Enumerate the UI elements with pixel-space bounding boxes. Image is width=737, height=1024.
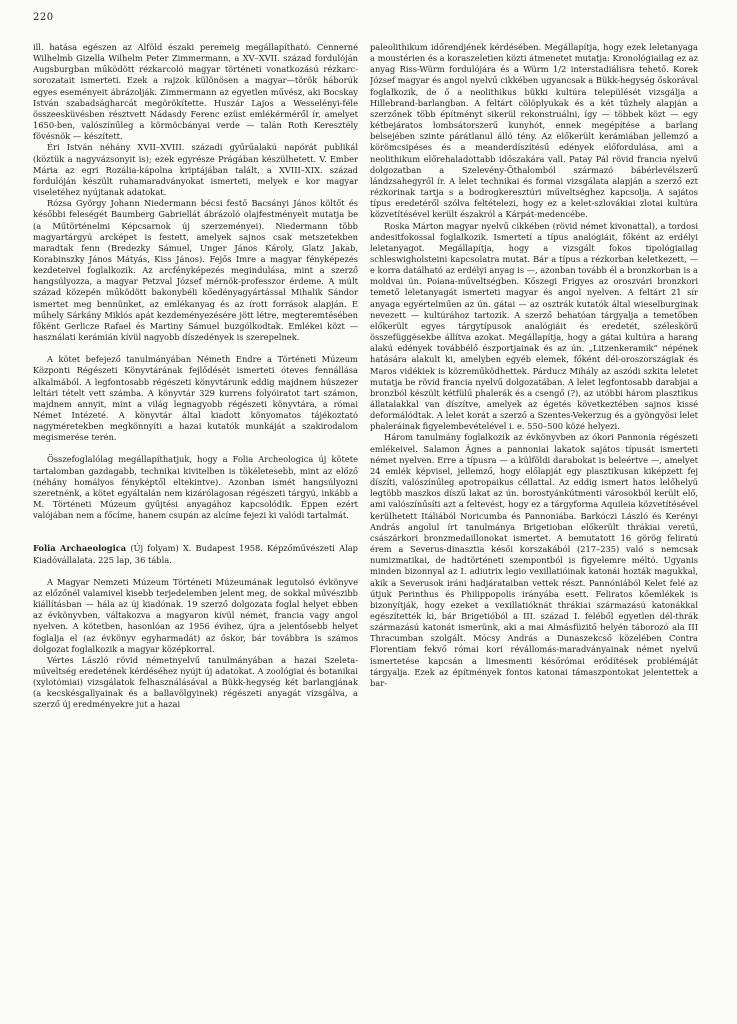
right-paragraph-3: Három tanulmány foglalkozik az évkönyvben az ókori Pannonia régészeti emlékeivel. Salamon Ágnes a pannoniai lakatok sajátos típusát ismerteti német nyelven. Erre a típusra — a külföldi darabokat is beleértve —, amelyet 24 emlék képvisel, jellemző, hogy előlapját egy plasztikusan kiképzett fej díszíti, valószínűleg apotropaikus céllattal. Az eddig ismert hatos lelőhelyű legtöbb maszkos díszű lakat az ún. borostyánkútmenti városokból került elő, ami valószínűsíti azt a feltevést, hogy ez a tárgyforma Aquileia közvetítésével kerülhetett Itáliából Noricumba és Pannoniába. Barkóczi László és Kerényi András angolul írt tanulmánya Brigetioban előkerült thrákiai veretű, császárkori bronzmedaillonokat ismertet. A bemutatott 16 görög feliratú érem a Severus-dinasztia késői korszakából (217–235) való s nemcsak numizmatikai, de hadtörténeti szempontból is figyelemre méltó. Ugyanis minden bizonnyal az I. adiutrix legio vexillatióinak katonái hozták magukkal, akik a Severusok iráni hadjárataiban vettek részt. Pannóniából Kelet felé az útjuk Perinthus és Philippopolis irányába esett. Feliratos kőemlékek is bizonyítják, hogy ezeket a vexillatióknát thrákiai származású katonákkal egészítették ki, bár Brigetióból a III. század I. feléből egyetlen dél-thrák származású katonát ismerünk, aki a mai Almásfüzitő helyén táborozó ala III Thracumban szolgált. Mócsy András a Dunaszekcső közelében Contra Florentiam fekvő római kori révállomás-maradványainak német nyelvű ismertetése kapcsán a limesmenti későrómai erődítések problémáját tárgyalja. Ezek az építmények fontos katonai támaszpontokat jelentettek a bar-	[370, 432, 698, 688]
right-column	[370, 42, 698, 1017]
right-paragraph-1: paleolithikum időrendjének kérdésében. Megállapítja, hogy ezek leletanyaga a moustérien és a koraszeletien közti átmenetet mutatja: Kronológiailag ez az anyag Riss-Würm fordulójára és a Würm 1/2 interstadiálisra tehető. Korek József magyar és angol nyelvű cikkében ugyancsak a Bükk-hegység őskorával foglalkozik, de ő a neolithikus bükki kultúra települését vizsgálja a Hillebrand-barlangban. A feltárt cölöplyukak és a két tűzhely alapján a szerzőnek több építményt sikerül rekonstruálni, így — többek közt — egy kétbejáratos lombsátorszerű kunyhót, ennek megépítése a barlang belsejében szinte párátlanul álló tény. Az előkerült kerámiában jellemző a körömcsipéses és a meanderdíszítésű edények előfordulása, ami a neolithikum előrehaladottabb időszakára vall. Patay Pál rövid francia nyelvű dolgozatban a Szelevény-Öthalomból származó bábérlevélszerű lándzsahegyről ír. A lelet technikai és formai vizsgálata alapján a szerző ezt rézkorinak tartja s a bodrogkeresztúri műveltséghez kapcsolja. A sajátos típus eredetéről szólva feltételezi, hogy ez a kelet-szlovákiai zlotai kultúra közvetítésével került északról a Kárpát-medencébe.	[370, 42, 698, 220]
left-paragraph-3: Rózsa György Johann Niedermann bécsi festő Bacsányi János költőt és későbbi feleségét Baumberg Gabriellát ábrázoló olajfestményeit mutatja be (a Műtörténelmi Képcsarnok új szerzeményei). Niedermann több magyartárgyú arcképet is festett, amelyek sajnos csak metszetekben maradtak fenn (Bredezky Sámuel, Unger János Károly, Glatz Jakab, Korabinszky János Mátyás, Kiss János). Fejős Imre a magyar fényképezés kezdeteivel foglalkozik. Az arcfényképezés megindulása, mint a szerző hangsúlyozza, a magyar Petzval József mérnök-professzor érdeme. A múlt század közepén működött bakonybéli kőedényagyártással Mihalik Sándor ismertet meg bennünket, az emlékanyag és az írott források alapján. E műhely Sárkány Miklós apát kezdeményezésére jött létre, megteremtésében főként Gerlicze Rafael és Martiny Sámuel buzgólkodtak. Emlékei közt — használati kerámián kívül nagyobb díszedények is szerepelnek.	[33, 198, 358, 343]
page-number: 220	[33, 12, 54, 23]
left-paragraph-5: Összefoglalólag megállapíthatjuk, hogy a Folia Archeologica új kötete tartalomban gazdagabb, technikai kivitelben is tökéletesebb, mint az előző (néhány homályos fényképtől eltekintve). Azonban ismét hangsúlyozni szeretnénk, a kötet egyáltalán nem kizárólagosan régészeti tárgyú, inkább a M. Történeti Múzeum gyűjtési anyagához kapcsolódik. Éppen ezért valójában nem a főcíme, hanem csupán az alcíme fejezi ki valódi tartalmát.	[33, 454, 358, 521]
left-paragraph-2: Éri István néhány XVII–XVIII. századi gyűrűalakú napórát publikál (köztük a nagyvázsonyit is); ezek egyrésze Prágában készülhetett. V. Ember Mária az egri Rozália-kápolna kriptájában talált, a XVIII–XIX. század fordulóján készült ruhamaradványokat ismerteti, melyek e kor magyar viseletéhez nyújtanak adatokat.	[33, 142, 358, 198]
journal-title: Folia Archaeologica	[33, 543, 127, 554]
journal-details: (Új folyam) X. Budapest 1958. Képzőművészeti Alap Kiadóvállalata. 225 lap, 36 tábla.	[33, 543, 358, 565]
left-paragraph-7: Vértes László rövid németnyelvű tanulmányában a hazai Szeleta-műveltség eredetének kérdéséhez nyújt új adatokat. A zoológiai és botanikai (xylotómiai) vizsgálatok felhasználásával a Bükk-hegység két barlangjának (a kecskésgallyainak és a ballavölgyinek) régészeti anyagát vizsgálva, a szerző új eredményekre jut a hazai	[33, 654, 358, 710]
left-paragraph-1: ill. hatása egészen az Alföld északi peremeig megállapítható. Cennerné Wilhelmb Gizella Wilhelm Peter Zimmermann, a XV–XVII. század fordulóján Augsburgban működött rézkarcoló magyar történeti vonatkozású rézkarc-sorozatait ismerteti. Ezek a rajzok különösen a magyar—török háborúk egyes eseményeit ábrázolják. Zimmermann az egyetlen művész, aki Bocskay István szabadságharcát megörökítette. Huszár Lajos a Wesselényi-féle összeesküvésben résztvett Nádasdy Ferenc ezüst emlékérméről ír, amelyet 1650-ben, valószínűleg a körmöcbányai verde — talán Roth Keresztély fövésnök — készített.	[33, 42, 358, 142]
right-paragraph-2: Roska Márton magyar nyelvű cikkében (rövid német kivonattal), a tordosi andesitfokossal foglalkozik. Ismertetí a típus analógiáit, főként az erdélyi leletanyagot. Megállapítja, hogy a vizsgált fokos tipológiailag schleswigholsteini kapcsolatra mutat. Bár a típus a rézkorban keletkezett, — e korra datálható az erdélyi anyag is —, azonban tovább él a bronzkorban is a moldvai ún. Poiana-műveltségben. Kőszegi Frigyes az oroszvári bronzkori temető leletanyagát ismerteti magyar és angol nyelven. A feltárt 21 sír anyaga egyértelműen az ún. gátai — az osztrák kutatók által wieselburginak nevezett — kultúrához tartozik. A szerző behatóan tárgyalja a temetőben előkerült egyes tárgytípusok analógiáit és eredetét, széleskörű összefüggésekbe állítva azokat. Megállapítja, hogy a gátai kultúra a harang alakú edények továbbélő észportjainak és az ún. „Litzenkeramik” népének hatására alakult ki, amelyben egyéb elemek, főként dél-oroszországiak és Maros vidékiek is közreműködhettek. Párducz Mihály az aszódi szkita leletet mutatja be rövid francia nyelvű dolgozatában. A lelet legfontosabb darabjai a bronzból készült kétfülű phalerák és a csengő (?), az utóbbi három plasztikus állatalakkal van díszítve, amelyek az égetés következtében sajnos kissé deformálódtak. A lelet korát a szerző a Szentes-Vekerzug és a gyöngyösi lelet phaleráinak figyelembevételével i. e. 550–500 közé helyezi.	[370, 220, 698, 432]
bibliographic-entry	[33, 543, 358, 565]
left-column	[33, 42, 358, 1017]
left-paragraph-6: A Magyar Nemzeti Múzeum Történeti Múzeumának legutolsó évkönyve az előzőnél valamivel kisebb terjedelemben jelent meg, de sokkal művészibb kiállításban — hála az új kiadónak. 19 szerző dolgozata foglal helyet ebben az évkönyvben, váltakozva a magyaron kívül német, francia vagy angol nyelven. A kötetben, hasonlóan az 1956 évihez, újra a jelentősebb helyet foglalja el (az évkönyv egyharmadát) az őskor, bár továbbra is számos dolgozat foglalkozik a magyar középkorral.	[33, 576, 358, 654]
left-paragraph-4: A kötet befejező tanulmányában Németh Endre a Történeti Múzeum Központi Régészeti Könyvtárának fejlődését ismerteti óteves fennállása alkalmából. A legfontosabb régészeti könyvtárunk eddig majdnem húszezer leltári tételt vett számba. A könyvtár 329 kurrens folyóiratot tart számon, majdnem annyit, mint a világ legnagyobb régészeti könyvtára, a római Német Intézeté. A könyvtár által kiadott könyomatos tájékoztató nagyméretekben megkönnyíti a hazai kutatók munkáját a szakirodalom megismerése terén.	[33, 354, 358, 443]
